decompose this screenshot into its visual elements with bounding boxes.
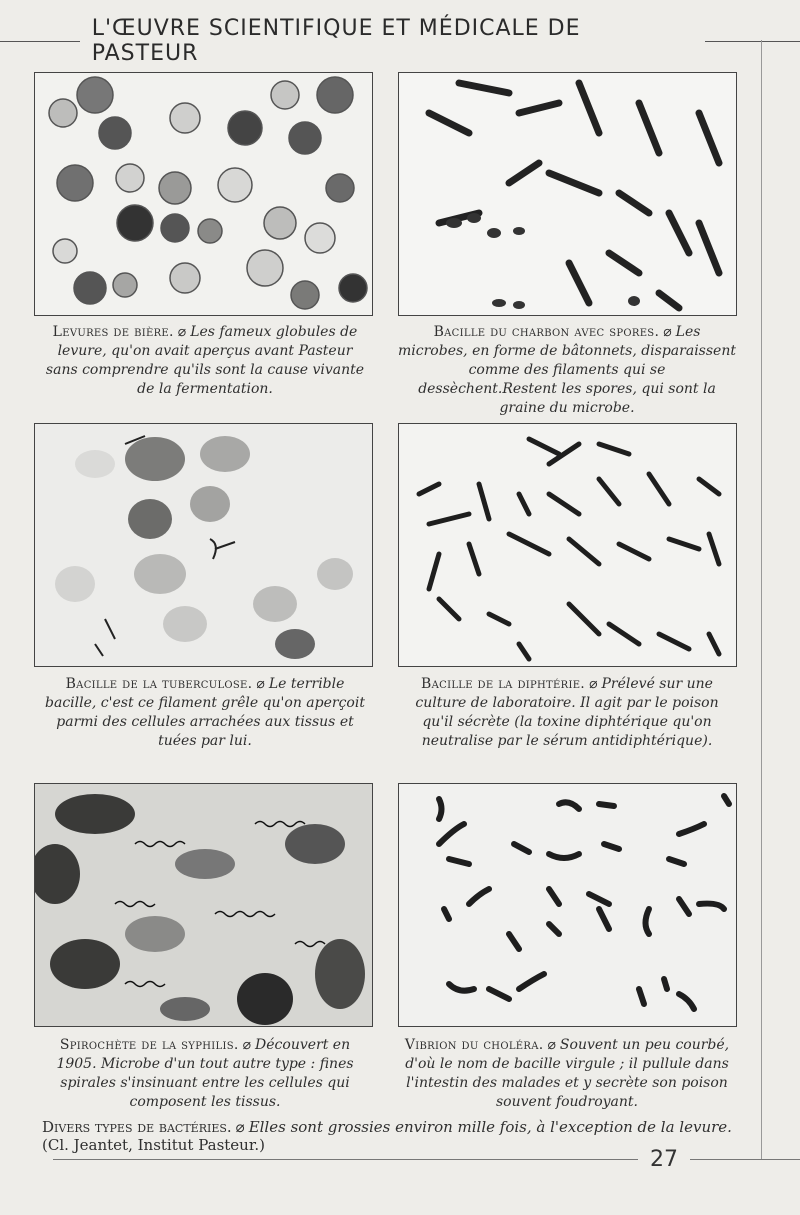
anthrax-micrograph xyxy=(399,73,736,315)
plate-tuberculosis-image xyxy=(34,423,373,667)
page-number: 27 xyxy=(650,1146,678,1172)
footer-rule-left xyxy=(53,1159,638,1160)
caption-mark-icon: ⌀ xyxy=(663,324,672,340)
plate-diphtheria-image xyxy=(398,423,737,667)
header-rule-left xyxy=(0,41,80,42)
cholera-micrograph xyxy=(399,784,736,1026)
caption-text: Souvent un peu courbé, d'où le nom de bacille virgule ; il pullule dans l'intestin des malades et y secrète son poison souvent foudroyant. xyxy=(405,1037,730,1110)
plate-syphilis-image xyxy=(34,783,373,1027)
caption-text: Les fameux globules de levure, qu'on avait aperçus avant Pasteur sans comprendre qu'ils sont la cause vivante de la fermentation. xyxy=(45,324,365,397)
plate-anthrax-image xyxy=(398,72,737,316)
caption-mark-icon: ⌀ xyxy=(242,1037,252,1053)
page-footer xyxy=(0,1144,800,1174)
figure-note-text: Elles sont grossies environ mille fois, à l'exception de la levure. xyxy=(248,1118,732,1136)
running-header-title: L'ŒUVRE SCIENTIFIQUE ET MÉDICALE DE PASTEUR xyxy=(91,16,581,66)
caption-text: Prélevé sur une culture de laboratoire. Il agit par le poison qu'il sécrète (la toxine diphtérique qu'on neutralise par le sérum antidiphtérique). xyxy=(415,676,719,749)
caption-mark-icon: ⌀ xyxy=(547,1037,556,1053)
caption-title: Bacille de la diphtérie. xyxy=(421,676,586,692)
caption-diphtheria xyxy=(398,675,736,751)
syphilis-micrograph xyxy=(35,784,372,1026)
figure-note-mark-icon: ⌀ xyxy=(235,1118,245,1136)
caption-text: Le terrible bacille, c'est ce filament grêle qu'on aperçoit parmi des cellules arrachées aux tissus et tuées par lui. xyxy=(45,676,365,749)
header-rule-right xyxy=(705,41,800,42)
tuberculosis-micrograph xyxy=(35,424,372,666)
yeast-micrograph xyxy=(35,73,372,315)
caption-anthrax xyxy=(398,323,736,418)
caption-title: Bacille du charbon avec spores. xyxy=(433,324,660,340)
caption-mark-icon: ⌀ xyxy=(256,676,265,692)
plate-yeast-image xyxy=(34,72,373,316)
figure-credit: (Cl. Jeantet, Institut Pasteur.) xyxy=(42,1136,265,1154)
figure-note-title: Divers types de bactéries. xyxy=(42,1118,232,1136)
caption-yeast xyxy=(40,323,370,399)
caption-mark-icon: ⌀ xyxy=(177,324,187,340)
caption-title: Bacille de la tuberculose. xyxy=(65,676,253,692)
caption-mark-icon: ⌀ xyxy=(589,676,598,692)
caption-tuberculosis xyxy=(40,675,370,751)
caption-syphilis xyxy=(40,1036,370,1112)
caption-title: Vibrion du choléra. xyxy=(404,1037,544,1053)
caption-text: Les microbes, en forme de bâtonnets, disparaissent comme des filaments qui se dessèchent.Restent les spores, qui sont la graine du microbe. xyxy=(398,324,736,416)
caption-cholera xyxy=(398,1036,736,1112)
plate-cholera-image xyxy=(398,783,737,1027)
caption-text: Découvert en 1905. Microbe d'un tout autre type : fines spirales s'insinuant entre les cellules qui composent les tissus. xyxy=(56,1037,354,1110)
page-edge-rule xyxy=(761,40,762,1160)
running-header xyxy=(0,16,800,66)
diphtheria-micrograph xyxy=(399,424,736,666)
caption-title: Levures de bière. xyxy=(52,324,174,340)
caption-title: Spirochète de la syphilis. xyxy=(59,1037,239,1053)
footer-rule-right xyxy=(690,1159,800,1160)
